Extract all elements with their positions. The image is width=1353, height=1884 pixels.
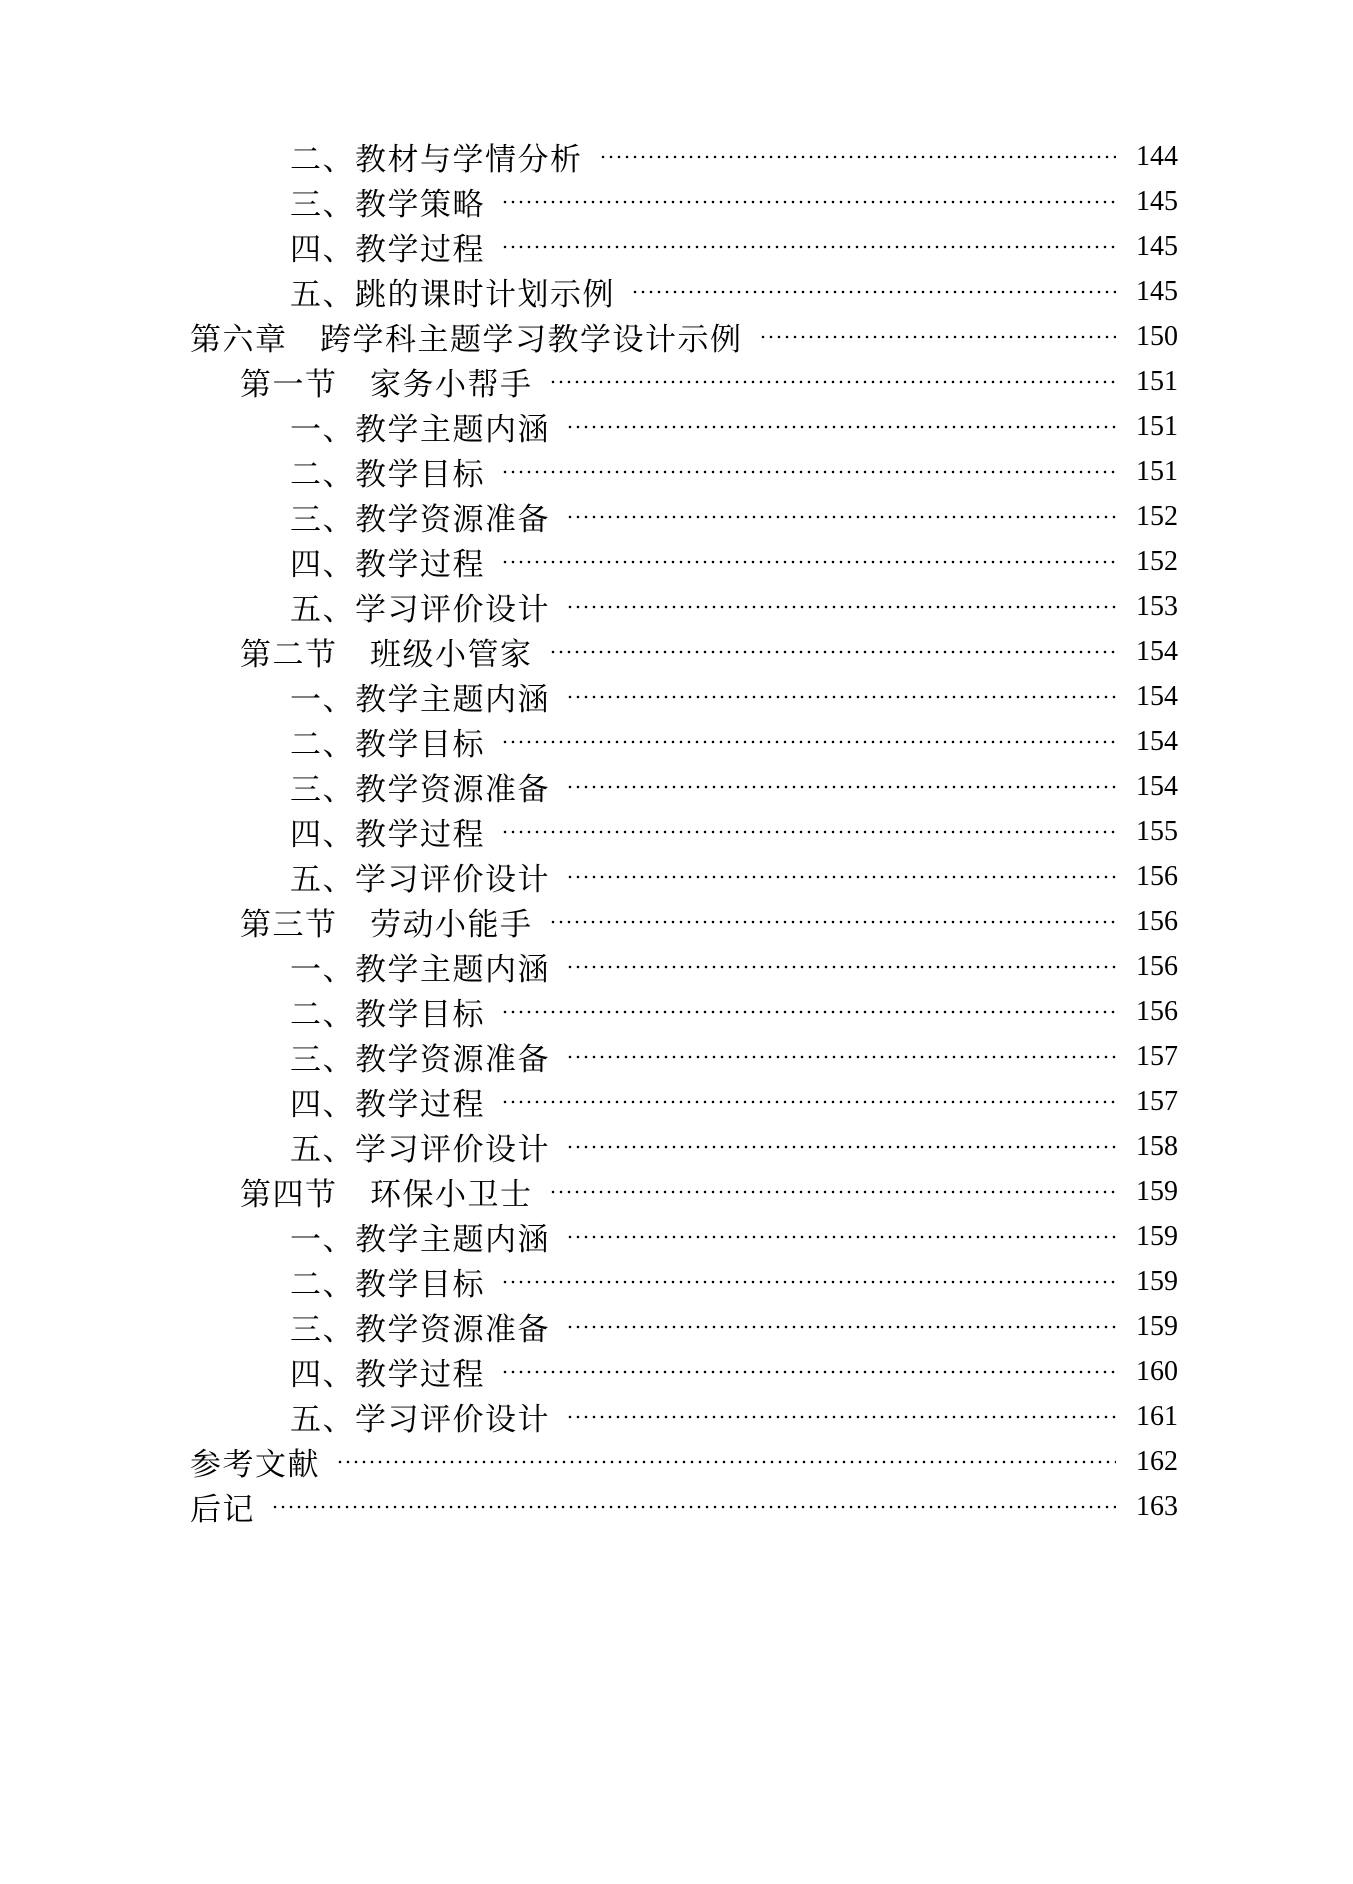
toc-entry-label: 二、教学目标 [290, 1267, 485, 1302]
toc-entry-label: 五、学习评价设计 [290, 592, 550, 627]
dot-leader [566, 854, 1116, 899]
dot-leader [759, 314, 1117, 359]
toc-entry-label: 第二节 班级小管家 [240, 637, 533, 672]
toc-entry-label: 三、教学策略 [290, 187, 485, 222]
toc-entry-page-number: 157 [1136, 1040, 1178, 1072]
toc-entry-label: 第四节 环保小卫士 [240, 1177, 533, 1212]
toc-entry [190, 1214, 1178, 1259]
dot-leader [566, 494, 1116, 539]
toc-entry-label: 二、教学目标 [290, 997, 485, 1032]
toc-entry-page-number: 153 [1136, 590, 1178, 622]
dot-leader [336, 1439, 1116, 1484]
toc-entry [190, 1034, 1178, 1079]
toc-entry-page-number: 156 [1136, 905, 1178, 937]
toc-entry [190, 809, 1178, 854]
toc-entry-label: 一、教学主题内涵 [290, 412, 550, 447]
dot-leader [566, 584, 1116, 629]
toc-entry-label: 二、教学目标 [290, 457, 485, 492]
toc-entry-label: 二、教学目标 [290, 727, 485, 762]
toc-entry-page-number: 154 [1136, 725, 1178, 757]
toc-entry-label: 一、教学主题内涵 [290, 952, 550, 987]
dot-leader [566, 674, 1116, 719]
toc-entry-page-number: 145 [1136, 275, 1178, 307]
toc-entry [190, 134, 1178, 179]
toc-entry-page-number: 163 [1136, 1490, 1178, 1522]
dot-leader [501, 1349, 1116, 1394]
toc-entry [190, 899, 1178, 944]
dot-leader [549, 899, 1117, 944]
dot-leader [501, 989, 1116, 1034]
toc-entry [190, 1169, 1178, 1214]
toc-entry [190, 1484, 1178, 1529]
toc-entry-label: 五、跳的课时计划示例 [290, 277, 615, 312]
toc-entry-label: 第三节 劳动小能手 [240, 907, 533, 942]
dot-leader [271, 1484, 1116, 1529]
toc-entry-label: 三、教学资源准备 [290, 1312, 550, 1347]
toc-entry [190, 944, 1178, 989]
toc-entry-page-number: 156 [1136, 950, 1178, 982]
toc-entry-label: 第六章 跨学科主题学习教学设计示例 [190, 322, 743, 357]
dot-leader [501, 449, 1116, 494]
dot-leader [501, 719, 1116, 764]
toc-entry-page-number: 154 [1136, 770, 1178, 802]
toc-entry-page-number: 154 [1136, 680, 1178, 712]
dot-leader [549, 629, 1117, 674]
toc-entry-label: 四、教学过程 [290, 1357, 485, 1392]
toc-entry [190, 1259, 1178, 1304]
toc-entry [190, 224, 1178, 269]
toc-entry-page-number: 159 [1136, 1175, 1178, 1207]
toc-entry [190, 1304, 1178, 1349]
toc-entry [190, 764, 1178, 809]
toc-entry-label: 三、教学资源准备 [290, 1042, 550, 1077]
dot-leader [549, 359, 1117, 404]
toc-entry [190, 629, 1178, 674]
toc-entry [190, 449, 1178, 494]
toc-entry [190, 854, 1178, 899]
toc-entry-label: 五、学习评价设计 [290, 1402, 550, 1437]
toc-entry-page-number: 158 [1136, 1130, 1178, 1162]
toc-entry-page-number: 154 [1136, 635, 1178, 667]
toc-list [190, 134, 1178, 1529]
toc-entry [190, 179, 1178, 224]
toc-entry-page-number: 150 [1136, 320, 1178, 352]
toc-entry [190, 674, 1178, 719]
toc-entry-label: 一、教学主题内涵 [290, 682, 550, 717]
toc-entry-label: 四、教学过程 [290, 817, 485, 852]
toc-entry-label: 五、学习评价设计 [290, 862, 550, 897]
toc-entry-page-number: 151 [1136, 455, 1178, 487]
toc-entry-label: 三、教学资源准备 [290, 502, 550, 537]
toc-entry-label: 后记 [190, 1492, 255, 1527]
dot-leader [501, 179, 1116, 224]
toc-entry-page-number: 160 [1136, 1355, 1178, 1387]
toc-entry-page-number: 159 [1136, 1310, 1178, 1342]
toc-entry-page-number: 161 [1136, 1400, 1178, 1432]
toc-entry-page-number: 155 [1136, 815, 1178, 847]
toc-entry [190, 539, 1178, 584]
toc-entry [190, 1394, 1178, 1439]
toc-entry [190, 1124, 1178, 1169]
dot-leader [549, 1169, 1117, 1214]
toc-entry-page-number: 162 [1136, 1445, 1178, 1477]
toc-entry-label: 四、教学过程 [290, 232, 485, 267]
toc-entry-page-number: 144 [1136, 140, 1178, 172]
toc-entry [190, 314, 1178, 359]
dot-leader [566, 404, 1116, 449]
toc-entry-label: 第一节 家务小帮手 [240, 367, 533, 402]
toc-entry-page-number: 152 [1136, 500, 1178, 532]
toc-entry [190, 719, 1178, 764]
dot-leader [501, 809, 1116, 854]
toc-entry-label: 三、教学资源准备 [290, 772, 550, 807]
toc-entry-page-number: 157 [1136, 1085, 1178, 1117]
toc-entry-label: 二、教材与学情分析 [290, 142, 583, 177]
dot-leader [631, 269, 1116, 314]
dot-leader [566, 1304, 1116, 1349]
toc-entry [190, 404, 1178, 449]
toc-entry-page-number: 156 [1136, 995, 1178, 1027]
dot-leader [501, 1259, 1116, 1304]
dot-leader [566, 764, 1116, 809]
toc-entry [190, 989, 1178, 1034]
dot-leader [566, 944, 1116, 989]
toc-entry [190, 1349, 1178, 1394]
toc-entry [190, 1439, 1178, 1484]
dot-leader [501, 539, 1116, 584]
toc-entry [190, 494, 1178, 539]
toc-entry [190, 1079, 1178, 1124]
toc-entry-label: 四、教学过程 [290, 547, 485, 582]
dot-leader [501, 224, 1116, 269]
dot-leader [599, 134, 1117, 179]
toc-entry-page-number: 156 [1136, 860, 1178, 892]
toc-entry-label: 一、教学主题内涵 [290, 1222, 550, 1257]
toc-entry [190, 269, 1178, 314]
toc-entry-page-number: 152 [1136, 545, 1178, 577]
toc-entry-page-number: 145 [1136, 230, 1178, 262]
dot-leader [566, 1124, 1116, 1169]
dot-leader [566, 1034, 1116, 1079]
toc-entry-label: 参考文献 [190, 1447, 320, 1482]
toc-entry-page-number: 159 [1136, 1220, 1178, 1252]
dot-leader [501, 1079, 1116, 1124]
toc-entry-page-number: 145 [1136, 185, 1178, 217]
toc-entry [190, 359, 1178, 404]
toc-entry-label: 五、学习评价设计 [290, 1132, 550, 1167]
toc-entry-page-number: 151 [1136, 365, 1178, 397]
toc-entry-label: 四、教学过程 [290, 1087, 485, 1122]
toc-entry-page-number: 151 [1136, 410, 1178, 442]
dot-leader [566, 1214, 1116, 1259]
dot-leader [566, 1394, 1116, 1439]
toc-entry [190, 584, 1178, 629]
toc-entry-page-number: 159 [1136, 1265, 1178, 1297]
